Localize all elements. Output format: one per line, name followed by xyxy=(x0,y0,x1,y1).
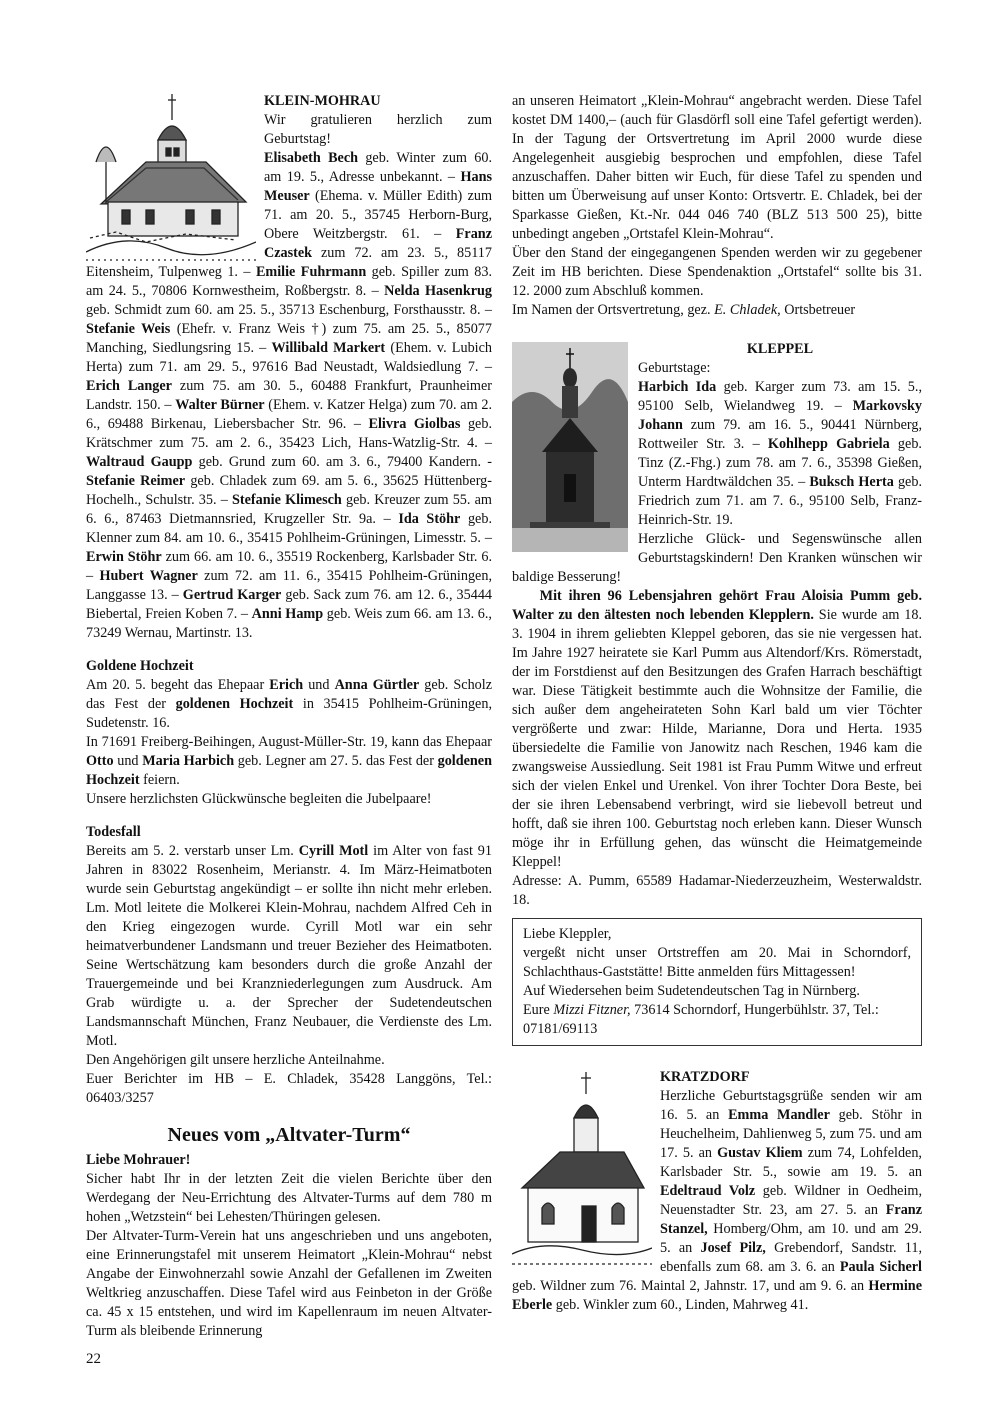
kleppel-text: Geburtstage: Harbich Ida geb. Karger zum 73. am 15. 5., 95100 Selb, Wielandweg 19. – Markovsky Johann zum 79. am 16. 5., 90441 Nürnberg, Rottweiler Str. 3. – Kohlhepp Gabriela geb. Tinz (Z.-Fhg.) zum 78. am 7. 6., 35398 Gießen, Unterm Hardtwäldchen 35. – Buksch Herta geb. Friedrich zum 71. am 7. 6., 95100 Selb, Franz-Heinrich-Str. 19. Herzliche Glück- und Segenswünsche allen Geburtstagskindern! Den Kranken wünschen wir baldige Besserung! Mit ihren 96 Lebensjahren gehört Frau Aloisia Pumm geb. Walter zu den ältesten noch lebenden Klepplern. Sie wurde am 18. 3. 1904 in ihrem geliebten Kleppel geboren, das sie nie vergessen hat. Im Jahre 1927 heiratete sie Karl Pumm aus Altendorf/Krs. Römerstadt, der im Forstdienst auf den Besitzungen des Grafen Harrach beschäftigt war. Diese Tätigkeit bestimmte auch die Wohnsitze der Familie, die sich außer dem angeheirateten Sohn Karl bald um vier Töchter vergrößerte und zwar: Hilde, Marianne, Dora und Herta. 1935 übersiedelte die Familie von Janowitz nach Reschen, 1946 kam die zwangsweise Aussiedlung. Seit 1981 ist Frau Pumm Witwe und erfreut sich der vielen Enkel und Urenkel. Von ihrer Tochter Dora Beste, bei der sie ihren Lebensabend verbringt, wird sie liebevoll betreut und hofft, daß sie ihren 100. Geburtstag noch erleben kann. Dieser Wunsch möge ihr in Erfüllung gehen, das wünscht die Heimatgemeinde Kleppel! xyxy=(512,360,922,870)
paragraph: Bereits am 5. 2. verstarb unser Lm. Cyrill Motl im Alter von fast 91 Jahren in 83022 Rosenheim, Merianstr. 4. Im März-Heimatboten wurde sein Geburtstag angekündigt – er sollte ihn nicht mehr erleben. Lm. Motl leitete die Molkerei Klein-Mohrau, nachdem Alfred Ceh in den Krieg eingezogen wurde. Cyrill Motl war ein sehr heimatverbundener Landsmann und treuer Bezieher des Heimatboten. Seine Wertschätzung kam besonders durch die große Anzahl der Trauergemeinde und bei Kranzniederlegungen zum Ausdruck. Am Grab würdigte u. a. der Sprecher der Sudetendeutschen Landsmannschaft München, Franz Neubauer, die Verdienste des Lm. Motl. xyxy=(86,843,492,1049)
paragraph: Über den Stand der eingegangenen Spenden werden wir zu gegebener Zeit im HB berichten. Diese Spendenaktion „Ortstafel“ sollte bis 31. 12. 2000 zum Abschluß kommen. xyxy=(512,245,922,299)
article-title: Neues vom „Altvater-Turm“ xyxy=(167,1124,411,1146)
chapel-photo xyxy=(512,342,628,552)
section-kleppel xyxy=(512,340,922,910)
right-column xyxy=(512,92,922,1315)
signature: Im Namen der Ortsvertretung, gez. E. Chladek, Ortsbetreuer xyxy=(512,302,856,318)
paragraph: Euer Berichter im HB – E. Chladek, 35428 Langgöns, Tel.: 06403/3257 xyxy=(86,1071,492,1106)
paragraph: In 71691 Freiberg-Beihingen, August-Müller-Str. 19, kann das Ehepaar Otto und Maria Harbich geb. Legner am 27. 5. das Fest der goldenen Hochzeit feiern. xyxy=(86,734,492,788)
klein-mohrau-birthdays: Wir gratulieren herzlich zum Geburtstag! Elisabeth Bech geb. Winter zum 60. am 19. 5., Adresse unbekannt. – Hans Meuser (Ehema. v. Müller Edith) zum 71. am 20. 5., 35745 Herborn-Burg, Obere Weitzbergstr. 61. – Franz Czastek zum 72. am 23. 5., 85117 Eitensheim, Tulpenweg 1. – Emilie Fuhrmann geb. Spiller zum 83. am 24. 5., 70806 Kornwestheim, Roßbergstr. 8. – Nelda Hasenkrug geb. Schmidt zum 60. am 25. 5., 35713 Eschenburg, Forsthausstr. 8. – Stefanie Weis (Ehefr. v. Franz Weis †) zum 75. am 25. 5., 85077 Manching, Siedlungsring 15. – Willibald Markert (Ehem. v. Lubich Herta) zum 71. am 29. 5., 97616 Bad Neustadt, Waldsiedlung 7. – Erich Langer zum 75. am 30. 5., 60488 Frankfurt, Praunheimer Landstr. 150. – Walter Bürner (Ehem. v. Katzer Helga) zum 70. am 2. 6., 69488 Birkenau, Liebersbacher Str. 96. – Elivra Giolbas geb. Krätschmer zum 75. am 2. 6., 35423 Lich, Hans-Watzlig-Str. 4. – Waltraud Gaupp geb. Grund zum 60. am 3. 6., 79400 Kandern. - Stefanie Reimer geb. Chladek zum 69. am 5. 6., 35625 Hüttenberg-Hochelh., Schulstr. 35. – Stefanie Klimesch geb. Kreuzer zum 55. am 6. 6., 87463 Dietmannsried, Krugzeller Str. 9a. – Ida Stöhr geb. Klenner zum 84. am 10. 6., 35415 Pohlheim-Grüningen, Limesstr. 5. – Erwin Stöhr zum 66. am 10. 6., 35519 Rockenberg, Karlsbader Str. 6. – Hubert Wagner zum 72. am 11. 6., 35415 Pohlheim-Grüningen, Langgasse 13. – Gertrud Karger geb. Sack zum 76. am 12. 6., 35444 Biebertal, Freien Koben 7. – Anni Hamp geb. Weis zum 66. am 13. 6., 73249 Wernau, Martinstr. 13. xyxy=(86,112,493,641)
paragraph: Am 20. 5. begeht das Ehepaar Erich und Anna Gürtler geb. Scholz das Fest der goldenen Hochzeit in 35415 Pohlheim-Grüningen, Sudetenstr. 16. xyxy=(86,677,493,731)
box-line: Auf Wiedersehen beim Sudetendeutschen Tag in Nürnberg. xyxy=(523,983,860,999)
church-drawing xyxy=(512,1068,652,1268)
section-heading: KLEIN-MOHRAU xyxy=(264,93,381,109)
paragraph: an unseren Heimatort „Klein-Mohrau“ angebracht werden. Diese Tafel kostet DM 1400,– (auch für Glasdörfl soll eine Tafel gefertigt werden). In der Tagung der Ortsvertretung im April 2000 wurde diese Angelegenheit ausgiebig besprochen und empfohlen, diese Tafel anzuschaffen. Daher bitten wir Euch, für diese Tafel zu spenden und bitten um Überweisung auf unser Konto: Ortsvertr. E. Chladek, bei der Sparkasse Gießen, Kt.-Nr. 044 046 740 (BLZ 513 500 25), bitte unbedingt angeben „Ortstafel Klein-Mohrau“. xyxy=(512,93,922,242)
section-heading: Todesfall xyxy=(86,824,141,840)
section-klein-mohrau xyxy=(86,92,492,643)
box-line: Eure Mizzi Fitzner, 73614 Schorndorf, Hungerbühlstr. 37, Tel.: 07181/69113 xyxy=(523,1002,879,1037)
greeting: Liebe Mohrauer! xyxy=(86,1152,191,1168)
section-kratzdorf xyxy=(512,1068,922,1315)
box-line: Liebe Kleppler, xyxy=(523,926,612,942)
section-heading: KRATZDORF xyxy=(660,1069,750,1085)
section-altvater-continued xyxy=(512,92,922,320)
address: Adresse: A. Pumm, 65589 Hadamar-Niederzeuzheim, Westerwaldstr. 18. xyxy=(512,873,922,908)
left-column xyxy=(86,92,492,1341)
section-heading: KLEPPEL xyxy=(746,341,814,357)
paragraph: Unsere herzlichsten Glückwünsche begleiten die Jubelpaare! xyxy=(86,791,432,807)
section-heading: Goldene Hochzeit xyxy=(86,658,194,674)
section-goldene-hochzeit xyxy=(86,657,492,809)
notice-box xyxy=(512,918,922,1046)
section-todesfall xyxy=(86,823,492,1108)
box-line: vergeßt nicht unser Ortstreffen am 20. Mai in Schorndorf, Schlachthaus-Gaststätte! Bitte anmelden fürs Mittagessen! xyxy=(523,945,911,980)
section-altvater-turm xyxy=(86,1126,492,1341)
paragraph: Den Angehörigen gilt unsere herzliche Anteilnahme. xyxy=(86,1052,385,1068)
page-number: 22 xyxy=(86,1351,101,1367)
church-illustration xyxy=(86,92,256,262)
kratzdorf-text: Herzliche Geburtstagsgrüße senden wir am 16. 5. an Emma Mandler geb. Stöhr in Heuchelheim, Dahlienweg 5, zum 75. und am 17. 5. an Gustav Kliem zum 74, Lohfelden, Karlsbader Str. 5., sowie am 19. 5. an Edeltraud Volz geb. Wildner in Oedheim, Neuenstadter Str. 23, am 27. 5. an Franz Stanzel, Homberg/Ohm, am 10. und am 29. 5. an Josef Pilz, Grebendorf, Sandstr. 11, ebenfalls zum 68. am 3. 6. an Paula Sicherl geb. Wildner zum 76. Maintal 2, Jahnstr. 17, und am 9. 6. an Hermine Eberle geb. Winkler zum 60., Linden, Mahrweg 41. xyxy=(512,1088,923,1313)
paragraph: Der Altvater-Turm-Verein hat uns angeschrieben und uns angeboten, eine Erinnerungstafel mit unserem Heimatort „Klein-Mohrau“ nebst Angabe der Einwohnerzahl sowie Anzahl der Gefallenen im Zweiten Weltkrieg anzuschaffen. Diese Tafel wird aus Feinbeton in der Größe ca. 45 x 15 entstehen, und wird im Kapellenraum im neuen Altvater-Turm als bleibende Erinnerung xyxy=(86,1228,492,1339)
paragraph: Sicher habt Ihr in der letzten Zeit die vielen Berichte über den Werdegang der Neu-Errichtung des Altvater-Turms auf dem 780 m hohen „Wetzstein“ bei Lehesten/Thüringen gelesen. xyxy=(86,1171,492,1225)
